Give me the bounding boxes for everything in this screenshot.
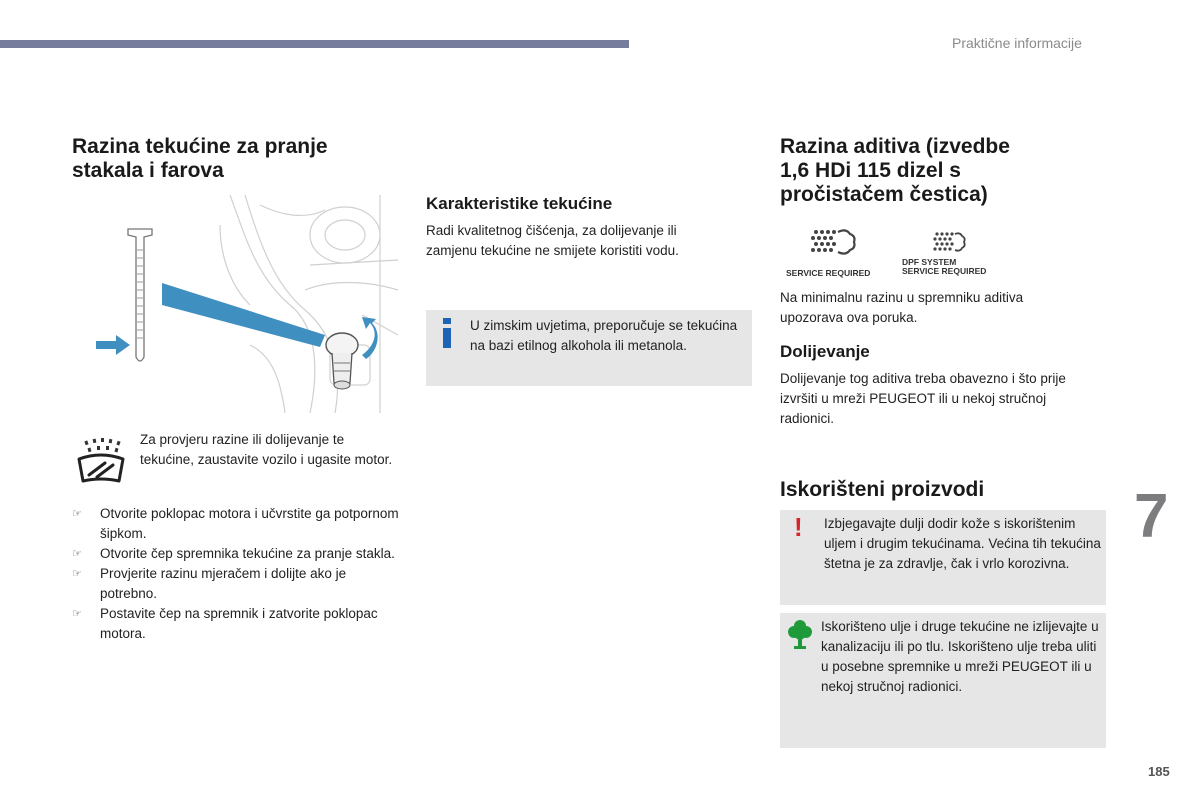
- dpf-label-line2: SERVICE REQUIRED: [902, 266, 987, 276]
- tree-icon: [788, 619, 812, 649]
- additive-title-line2: 1,6 HDi 115 dizel s: [780, 159, 961, 182]
- environment-text: Iskorišteno ulje i druge tekućine ne izlijevajte u kanalizaciju ili po tlu. Iskorišteno ulje treba uliti u posebne spremnike u mreži PEUGEOT ili u nekoj stručnoj radionici.: [821, 619, 1099, 694]
- service-required-warning: [786, 226, 886, 282]
- washer-reservoir-illustration: [80, 195, 398, 413]
- service-required-label: SERVICE REQUIRED: [786, 268, 871, 278]
- pointing-hand-icon: ☞: [72, 508, 82, 520]
- arrow-right-icon: [96, 335, 130, 355]
- washer-check-note: Za provjeru razine ili dolijevanje te tekućine, zaustavite vozilo i ugasite motor.: [140, 432, 393, 467]
- washer-fluid-title: [72, 135, 412, 183]
- warning-text: Izbjegavajte dulji dodir kože s iskorištenim uljem i drugim tekućinama. Većina tih tekućina štetna je za zdravlje, čak i vrlo korozivna.: [824, 516, 1101, 571]
- refill-heading: Dolijevanje: [780, 342, 870, 361]
- list-item: ☞ Provjerite razinu mjeračem i dolijte ako je potrebno.: [72, 566, 347, 601]
- chapter-number: 7: [1134, 482, 1169, 551]
- fluid-characteristics-text: Radi kvalitetnog čišćenja, za dolijevanje ili zamjenu tekućine ne smijete koristiti vodu.: [426, 223, 679, 258]
- dipstick-icon: [128, 229, 152, 361]
- list-item: ☞ Postavite čep na spremnik i zatvorite poklopac motora.: [72, 606, 378, 641]
- top-rule: [0, 40, 629, 48]
- additive-level-title: [780, 135, 1100, 207]
- particle-filter-icon: [808, 226, 858, 258]
- pointing-hand-icon: ☞: [72, 548, 82, 560]
- rotate-arrow-icon: [362, 317, 378, 359]
- warning-icon: !: [794, 512, 803, 542]
- list-item: ☞ Otvorite poklopac motora i učvrstite ga potpornom šipkom.: [72, 506, 399, 541]
- additive-title-line3: pročistačem čestica): [780, 183, 988, 206]
- dpf-icon: [932, 230, 966, 254]
- list-item: ☞ Otvorite čep spremnika tekućine za pranje stakla.: [72, 544, 402, 564]
- windscreen-washer-icon: [75, 437, 127, 485]
- info-icon: [441, 318, 453, 348]
- additive-title-line1: Razina aditiva (izvedbe: [780, 135, 1010, 158]
- fluid-characteristics-heading: Karakteristike tekućine: [426, 194, 613, 213]
- used-products-heading: Iskorišteni proizvodi: [780, 478, 985, 501]
- washer-fluid-title-line1: Razina tekućine za pranje: [72, 135, 328, 158]
- chapter-header: Praktične informacije: [952, 35, 1082, 51]
- winter-info-box: [426, 310, 752, 386]
- washer-fluid-title-line2: stakala i farova: [72, 159, 224, 182]
- environment-box: [780, 613, 1106, 748]
- page-number: 185: [1148, 764, 1170, 779]
- min-level-text: Na minimalnu razinu u spremniku aditiva upozorava ova poruka.: [780, 290, 1024, 325]
- refill-text: Dolijevanje tog aditiva treba obavezno i što prije izvršiti u mreži PEUGEOT ili u nekoj stručnoj radionici.: [780, 371, 1066, 426]
- steps-list: [72, 504, 402, 644]
- winter-info-text: U zimskim uvjetima, preporučuje se tekućina na bazi etilnog alkohola ili metanola.: [470, 318, 738, 353]
- pointing-hand-icon: ☞: [72, 608, 82, 620]
- pointing-hand-icon: ☞: [72, 568, 82, 580]
- warning-box: [780, 510, 1106, 605]
- dpf-service-required-warning: [902, 230, 1002, 280]
- dpf-label-line1: DPF SYSTEM: [902, 257, 957, 267]
